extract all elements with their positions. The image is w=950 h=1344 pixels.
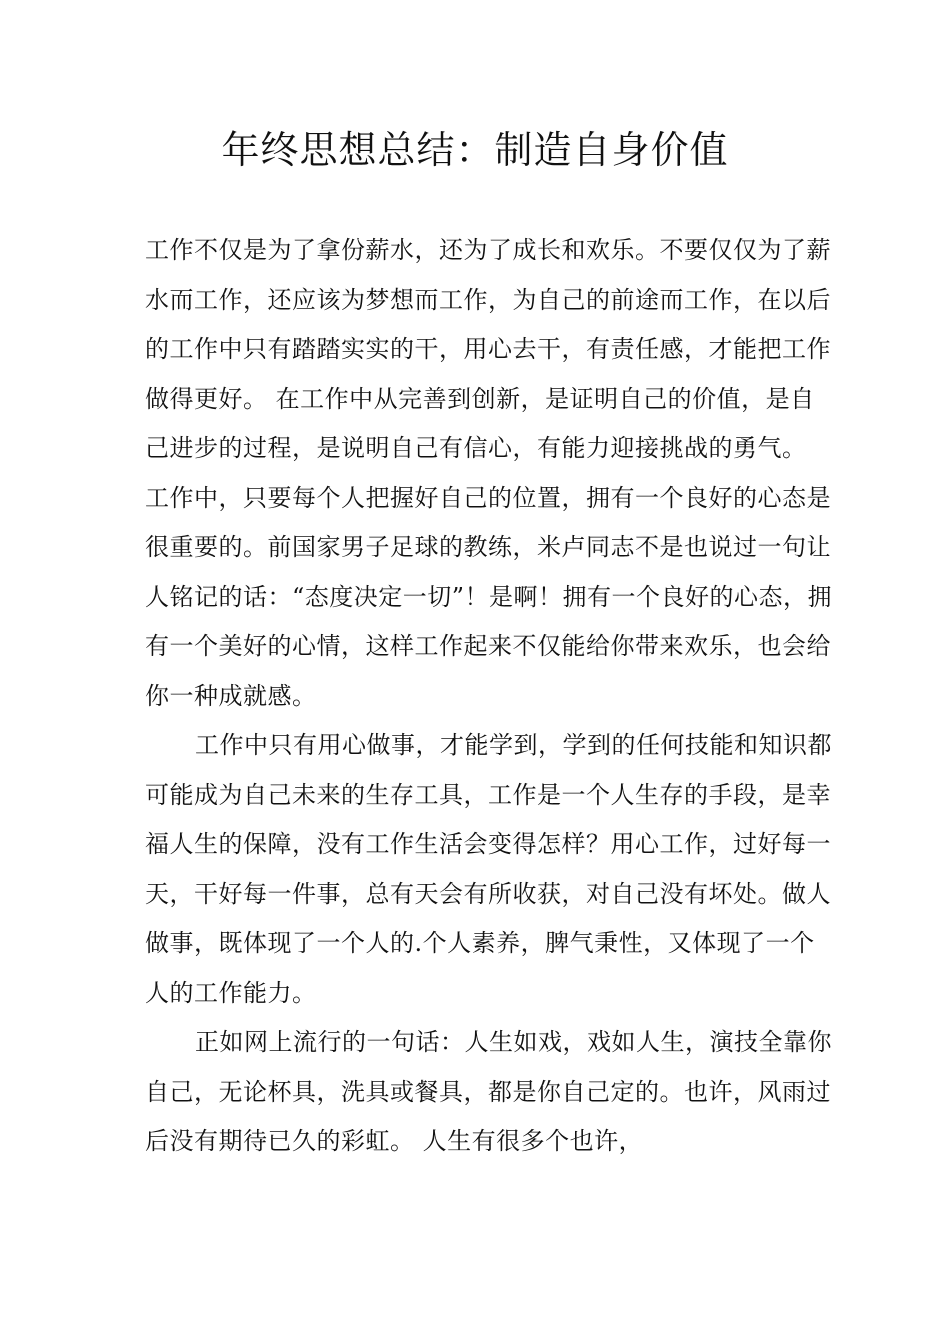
- paragraph-3: 正如网上流行的一句话：人生如戏，戏如人生，演技全靠你自己，无论杯具，洗具或餐具，都是你自己定的。也许，风雨过后没有期待已久的彩虹。 人生有很多个也许，: [145, 1028, 832, 1155]
- paragraph-2: 工作中只有用心做事，才能学到，学到的任何技能和知识都可能成为自己未来的生存工具，工作是一个人生存的手段，是幸福人生的保障，没有工作生活会变得怎样？用心工作，过好每一天，干好每一件事，总有天会有所收获，对自己没有坏处。做人做事，既体现了一个人的.个人素养，脾气秉性，又体现了一个人的工作能力。: [145, 731, 832, 1007]
- paragraph-1: 工作不仅是为了拿份薪水，还为了成长和欢乐。不要仅仅为了薪水而工作，还应该为梦想而工作，为自己的前途而工作，在以后的工作中只有踏踏实实的干，用心去干，有责任感，才能把工作做得更好。 在工作中从完善到创新，是证明自己的价值，是自己进步的过程，是说明自己有信心，有能力迎接挑战的勇气。 工作中，只要每个人把握好自己的位置，拥有一个良好的心态是很重要的。前国家男子足球的教练，米卢同志不是也说过一句让人铭记的话：“态度决定一切”！是啊！拥有一个良好的心态，拥有一个美好的心情，这样工作起来不仅能给你带来欢乐，也会给你一种成就感。: [145, 236, 833, 710]
- document-title: 年终思想总结：制造自身价值: [221, 128, 729, 172]
- document-body: [145, 226, 835, 1167]
